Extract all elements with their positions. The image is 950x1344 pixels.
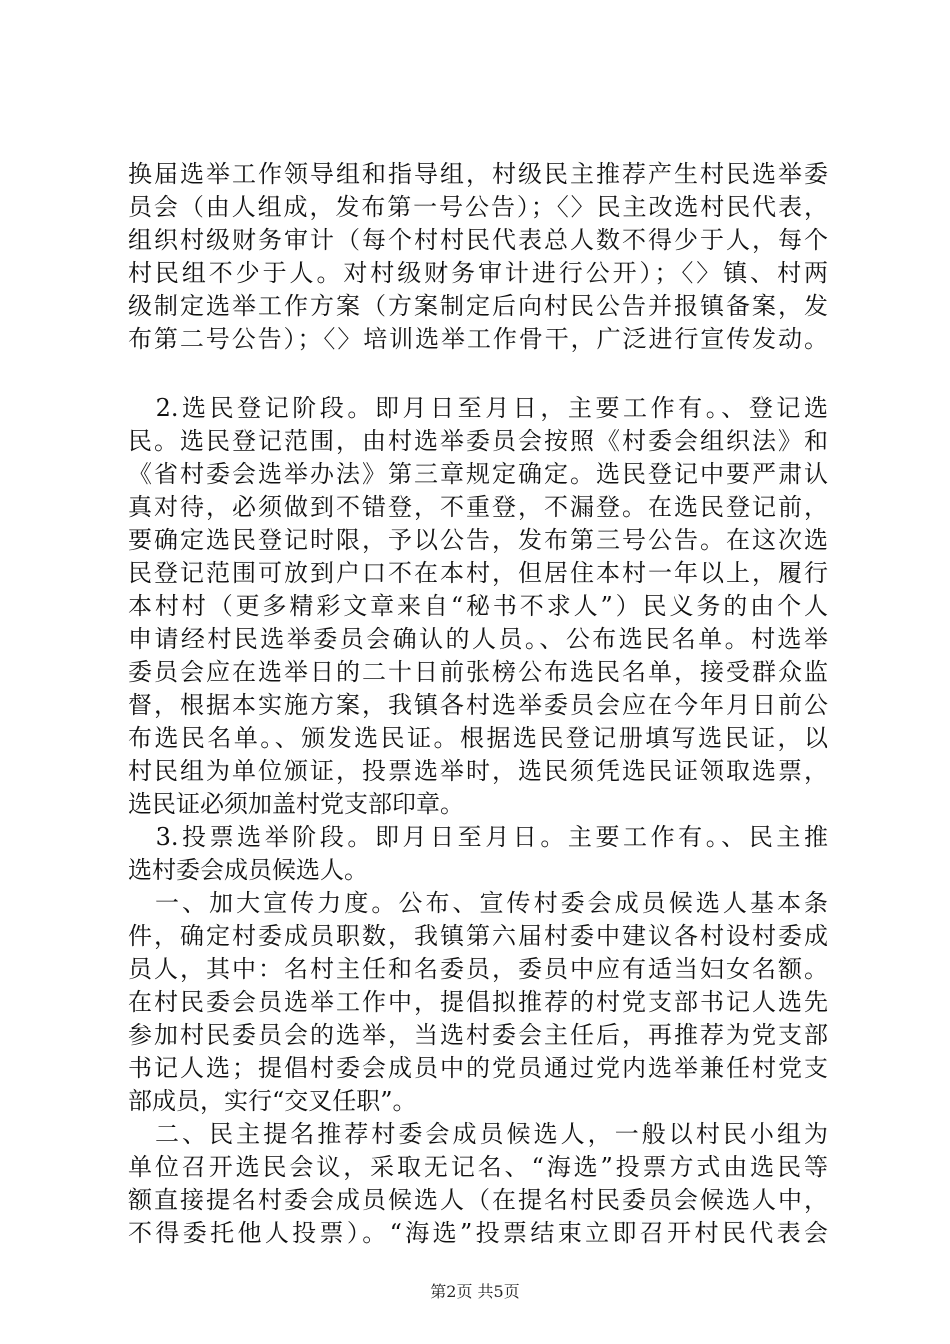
page-number-footer: 第2页 共5页 [430,1282,520,1301]
text-line: 真对待，必须做到不错登，不重登，不漏登。在选民登记前， [128,493,828,521]
paragraph-voting-stage [128,821,828,887]
text-line: 3.投票选举阶段。即月日至月日。主要工作有。、民主推 [128,823,828,851]
text-line: 申请经村民选举委员会确认的人员。、公布选民名单。村选举 [128,625,828,653]
text-line: 不得委托他人投票）。“海选”投票结束立即召开村民代表会 [128,1219,828,1247]
text-line: 村民组为单位颁证，投票选举时，选民须凭选民证领取选票， [128,757,828,785]
text-line: 一、加大宣传力度。公布、宣传村委会成员候选人基本条 [128,889,828,917]
text-line: 村民组不少于人。对村级财务审计进行公开）；〈〉镇、村两 [128,259,828,287]
paragraph-nomination [128,1118,828,1250]
text-line: 单位召开选民会议，采取无记名、“海选”投票方式由选民等 [128,1153,828,1181]
text-line: 员会（由人组成，发布第一号公告）；〈〉民主改选村民代表， [128,193,828,221]
text-line: 二、民主提名推荐村委会成员候选人，一般以村民小组为 [128,1120,828,1148]
text-line: 民登记范围可放到户口不在本村，但居住本村一年以上，履行 [128,559,828,587]
text-line: 员人，其中：名村主任和名委员，委员中应有适当妇女名额。 [128,955,828,983]
text-line: 委员会应在选举日的二十日前张榜公布选民名单，接受群众监 [128,658,828,686]
text-line: 件，确定村委成员职数，我镇第六届村委中建议各村设村委成 [128,922,828,950]
text-line: 书记人选；提倡村委会成员中的党员通过党内选举兼任村党支 [128,1054,828,1082]
paragraph-intro [128,158,828,356]
text-line: 在村民委会员选举工作中，提倡拟推荐的村党支部书记人选先 [128,988,828,1016]
text-line: 参加村民委员会的选举，当选村委会主任后，再推荐为党支部 [128,1021,828,1049]
text-line: 选村委会成员候选人。 [128,856,368,884]
text-line: 换届选举工作领导组和指导组，村级民主推荐产生村民选举委 [128,160,828,188]
text-line: 布选民名单。、颁发选民证。根据选民登记册填写选民证，以 [128,724,828,752]
text-line: 级制定选举工作方案（方案制定后向村民公告并报镇备案，发 [128,292,828,320]
text-line: 民。选民登记范围，由村选举委员会按照《村委会组织法》和 [128,427,828,455]
text-line: 督，根据本实施方案，我镇各村选举委员会应在今年月日前公 [128,691,828,719]
text-line: 额直接提名村委会成员候选人（在提名村民委员会候选人中， [128,1186,828,1214]
text-line: 部成员，实行“交叉任职”。 [128,1087,417,1115]
text-line: 布第二号公告）；〈〉培训选举工作骨干，广泛进行宣传发动。 [128,325,828,353]
text-line: 选民证必须加盖村党支部印章。 [128,790,464,818]
text-line: 要确定选民登记时限，予以公告，发布第三号公告。在这次选 [128,526,828,554]
text-line: 本村村（更多精彩文章来自“秘书不求人”）民义务的由个人 [128,592,828,620]
text-line: 2.选民登记阶段。即月日至月日，主要工作有。、登记选 [128,394,828,422]
paragraph-publicity [128,887,828,1118]
paragraph-voter-registration [128,392,828,821]
text-line: 组织村级财务审计（每个村村民代表总人数不得少于人，每个 [128,226,828,254]
text-line: 《省村委会选举办法》第三章规定确定。选民登记中要严肃认 [128,460,828,488]
